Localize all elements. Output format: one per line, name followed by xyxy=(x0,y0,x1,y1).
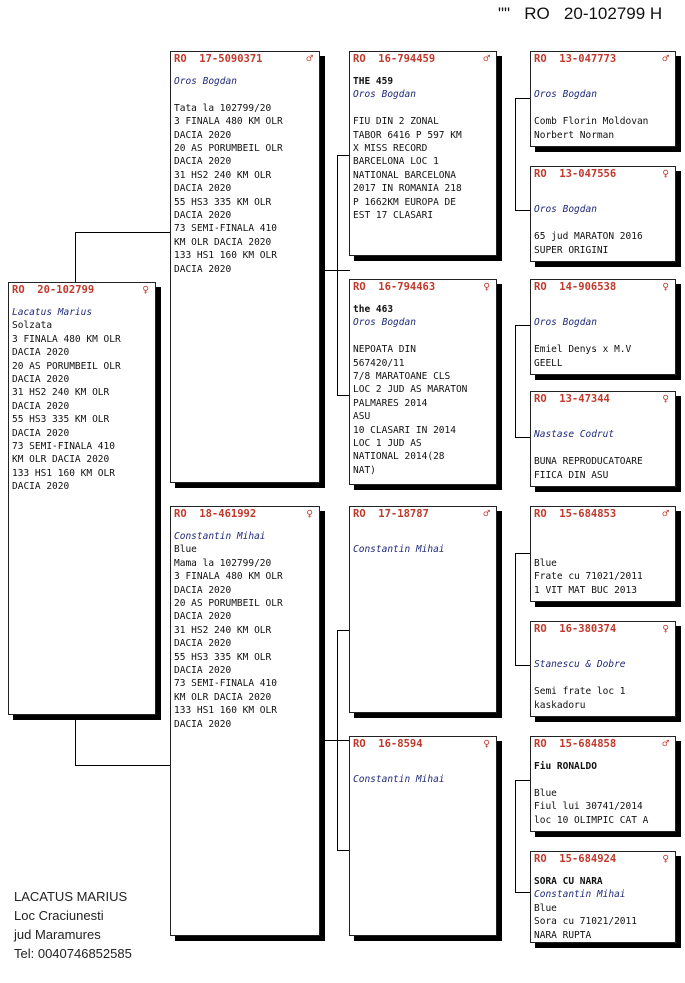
ring-number xyxy=(534,281,669,295)
sire-dam-dam-card[interactable] xyxy=(530,391,676,487)
connector-line xyxy=(515,325,530,326)
page-title: "" RO 20-102799 H xyxy=(498,4,663,23)
female-icon: ♀ xyxy=(662,622,669,635)
sire-sire-sire-card[interactable] xyxy=(530,51,676,147)
info-line: 3 FINALA 480 KM OLR xyxy=(174,116,283,128)
info-line: Mama la 102799/20 xyxy=(174,557,272,569)
info-line: 55 HS3 335 KM OLR xyxy=(174,196,272,208)
ring-number xyxy=(353,738,490,752)
info-line: KM OLR DACIA 2020 xyxy=(174,691,272,703)
connector-line xyxy=(75,232,76,282)
info-line: Blue xyxy=(534,557,557,569)
connector-line xyxy=(75,232,172,233)
sire-dam-sire-card[interactable] xyxy=(530,279,676,375)
bird-name: SORA CU NARA xyxy=(534,876,603,887)
ring-label: RO 18-461992 xyxy=(174,508,257,520)
connector-line xyxy=(75,765,172,766)
info-line xyxy=(353,530,493,543)
info-line: 20 AS PORUMBEIL OLR xyxy=(12,360,121,372)
male-icon: ♂ xyxy=(483,52,490,65)
info-line: Blue xyxy=(534,787,557,799)
dam-dam-dam-card[interactable] xyxy=(530,851,676,943)
breeder-name: Nastase Codrut xyxy=(534,429,615,441)
info-line xyxy=(534,190,672,203)
dam-dam-sire-card[interactable] xyxy=(530,736,676,832)
connector-line xyxy=(75,715,76,765)
info-line: Norbert Norman xyxy=(534,129,615,141)
info-line: 65 jud MARATON 2016 xyxy=(534,231,643,243)
ring-number xyxy=(174,53,313,67)
bird-details xyxy=(353,530,493,557)
breeder-name: Constantin Mihai xyxy=(353,544,445,556)
ring-label: RO 13-47344 xyxy=(534,393,610,405)
info-line: 55 HS3 335 KM OLR xyxy=(12,414,110,426)
bird-details xyxy=(534,645,672,712)
info-line: Blue xyxy=(174,544,197,556)
info-line: ASU xyxy=(353,411,371,423)
info-line: 10 CLASARI IN 2014 xyxy=(353,424,456,436)
info-line: DACIA 2020 xyxy=(174,584,232,596)
info-line: NATIONAL BARCELONA xyxy=(353,169,456,181)
sire-sire-dam-card[interactable] xyxy=(530,166,676,262)
sire-sire-card[interactable] xyxy=(349,51,497,256)
bird-details xyxy=(353,303,493,477)
breeder-name: Oros Bogdan xyxy=(353,317,416,329)
info-line: 73 SEMI-FINALA 410 xyxy=(12,441,115,453)
info-line: 133 HS1 160 KM OLR xyxy=(12,467,115,479)
ring-number xyxy=(353,53,490,67)
connector-line xyxy=(515,210,530,211)
ring-label: RO 15-684924 xyxy=(534,853,617,865)
dam-card[interactable] xyxy=(170,506,320,936)
info-line: 2017 IN ROMANIA 218 xyxy=(353,183,462,195)
connector-line xyxy=(515,437,530,438)
info-line xyxy=(353,102,493,115)
bird-details xyxy=(534,875,672,942)
info-line: 567420/11 xyxy=(353,357,405,369)
info-line xyxy=(534,330,672,343)
info-line xyxy=(534,773,672,786)
info-line: 133 HS1 160 KM OLR xyxy=(174,250,277,262)
info-line: 20 AS PORUMBEIL OLR xyxy=(174,598,283,610)
info-line xyxy=(534,217,672,230)
info-line: 31 HS2 240 KM OLR xyxy=(174,624,272,636)
info-line: 73 SEMI-FINALA 410 xyxy=(174,678,277,690)
ring-label: RO 16-380374 xyxy=(534,623,617,635)
info-line: 31 HS2 240 KM OLR xyxy=(174,169,272,181)
bird-name: Fiu RONALDO xyxy=(534,761,597,772)
connector-line xyxy=(515,892,530,893)
info-line: KM OLR DACIA 2020 xyxy=(12,454,110,466)
owner-county: jud Maramures xyxy=(14,927,101,942)
breeder-name: Oros Bogdan xyxy=(353,89,416,101)
bird-name: THE 459 xyxy=(353,76,394,87)
info-line xyxy=(534,645,672,658)
info-line xyxy=(534,102,672,115)
info-line: BUNA REPRODUCATOARE xyxy=(534,456,643,468)
info-line: Blue xyxy=(534,902,557,914)
owner-name: LACATUS MARIUS xyxy=(14,889,128,904)
info-line: DACIA 2020 xyxy=(12,400,70,412)
info-line: DACIA 2020 xyxy=(174,638,232,650)
bird-details xyxy=(534,75,672,142)
info-line: 73 SEMI-FINALA 410 xyxy=(174,223,277,235)
breeder-name: Constantin Mihai xyxy=(174,531,266,542)
ring-number xyxy=(353,281,490,295)
ring-number xyxy=(534,393,669,407)
female-icon: ♀ xyxy=(662,392,669,405)
breeder-name: Oros Bogdan xyxy=(534,317,597,329)
ring-number xyxy=(12,284,149,298)
connector-line xyxy=(515,780,516,892)
info-line: 133 HS1 160 KM OLR xyxy=(174,705,277,717)
connector-line xyxy=(515,553,530,554)
info-line xyxy=(534,442,672,455)
bird-details xyxy=(534,415,672,482)
female-icon: ♀ xyxy=(662,852,669,865)
connector-line xyxy=(515,325,516,437)
ring-label: RO 15-684853 xyxy=(534,508,617,520)
info-line xyxy=(353,330,493,343)
info-line: Emiel Denys x M.V xyxy=(534,344,632,356)
info-line: 7/8 MARATOANE CLS xyxy=(353,371,451,383)
info-line: 1 VIT MAT BUC 2013 xyxy=(534,584,637,596)
bird-details xyxy=(534,190,672,257)
ring-label: RO 13-047556 xyxy=(534,168,617,180)
info-line xyxy=(534,75,672,88)
owner-locality: Loc Craciunesti xyxy=(14,908,104,923)
female-icon: ♀ xyxy=(662,167,669,180)
info-line: NAT) xyxy=(353,464,376,476)
female-icon: ♀ xyxy=(483,737,490,750)
info-line: kaskadoru xyxy=(534,699,586,711)
info-line xyxy=(534,303,672,316)
info-line: 20 AS PORUMBEIL OLR xyxy=(174,143,283,155)
bird-details xyxy=(174,75,316,276)
info-line: DACIA 2020 xyxy=(174,156,232,168)
ring-number xyxy=(353,508,490,522)
info-line: PALMARES 2014 xyxy=(353,397,428,409)
info-line: Semi frate loc 1 xyxy=(534,686,626,698)
info-line xyxy=(534,530,672,543)
ring-number xyxy=(534,853,669,867)
dam-dam-card[interactable] xyxy=(349,736,497,936)
ring-label: RO 16-794459 xyxy=(353,53,436,65)
info-line: DACIA 2020 xyxy=(12,427,70,439)
info-line: NATIONAL 2014(28 xyxy=(353,451,445,463)
bird-name: the 463 xyxy=(353,304,394,315)
info-line: Sora cu 71021/2011 xyxy=(534,916,637,928)
info-line: DACIA 2020 xyxy=(174,129,232,141)
connector-line xyxy=(515,98,516,210)
bird-details xyxy=(534,530,672,597)
info-line: DACIA 2020 xyxy=(12,374,70,386)
male-icon: ♂ xyxy=(662,507,669,520)
info-line: DACIA 2020 xyxy=(174,611,232,623)
info-line xyxy=(353,760,493,773)
info-line: 3 FINALA 480 KM OLR xyxy=(12,333,121,345)
info-line: Comb Florin Moldovan xyxy=(534,116,649,128)
info-line: 3 FINALA 480 KM OLR xyxy=(174,571,283,583)
info-line: loc 10 OLIMPIC CAT A xyxy=(534,814,649,826)
info-line: FIU DIN 2 ZONAL xyxy=(353,116,439,128)
bird-details xyxy=(353,760,493,787)
connector-line xyxy=(515,553,516,665)
connector-line xyxy=(515,665,530,666)
info-line: DACIA 2020 xyxy=(12,347,70,359)
owner-phone: Tel: 0040746852585 xyxy=(14,946,132,961)
ring-number xyxy=(534,508,669,522)
breeder-name: Constantin Mihai xyxy=(534,889,626,901)
info-line: DACIA 2020 xyxy=(174,718,232,730)
info-line xyxy=(534,543,672,556)
info-line: TABOR 6416 P 597 KM xyxy=(353,129,462,141)
male-icon: ♂ xyxy=(662,737,669,750)
ring-label: RO 17-18787 xyxy=(353,508,429,520)
info-line: DACIA 2020 xyxy=(174,665,232,677)
breeder-name: Lacatus Marius xyxy=(12,307,93,318)
breeder-name: Oros Bogdan xyxy=(534,89,597,101)
info-line: Solzata xyxy=(12,320,53,332)
male-icon: ♂ xyxy=(483,507,490,520)
female-icon: ♀ xyxy=(142,283,149,296)
bird-details xyxy=(12,306,152,494)
info-line: 55 HS3 335 KM OLR xyxy=(174,651,272,663)
bird-details xyxy=(353,75,493,222)
info-line: DACIA 2020 xyxy=(174,183,232,195)
sire-dam-card[interactable] xyxy=(349,279,497,485)
bird-details xyxy=(534,303,672,370)
info-line: DACIA 2020 xyxy=(12,481,70,493)
connector-line xyxy=(337,630,338,850)
sire-card[interactable] xyxy=(170,51,320,483)
ring-label: RO 14-906538 xyxy=(534,281,617,293)
info-line: GEELL xyxy=(534,357,563,369)
dam-sire-sire-card[interactable] xyxy=(530,506,676,602)
info-line: NEPOATA DIN xyxy=(353,344,416,356)
ring-label: RO 15-684858 xyxy=(534,738,617,750)
info-line: Tata la 102799/20 xyxy=(174,102,272,114)
info-line: 31 HS2 240 KM OLR xyxy=(12,387,110,399)
ring-label: RO 13-047773 xyxy=(534,53,617,65)
info-line: Frate cu 71021/2011 xyxy=(534,571,643,583)
info-line xyxy=(534,672,672,685)
breeder-name: Oros Bogdan xyxy=(534,204,597,216)
ring-number xyxy=(534,53,669,67)
ring-number xyxy=(534,738,669,752)
info-line: P 1662KM EUROPA DE xyxy=(353,196,456,208)
connector-line xyxy=(515,98,530,99)
info-line: BARCELONA LOC 1 xyxy=(353,156,439,168)
female-icon: ♀ xyxy=(483,280,490,293)
connector-line xyxy=(320,740,350,741)
breeder-name: Stanescu & Dobre xyxy=(534,659,626,671)
female-icon: ♀ xyxy=(662,280,669,293)
bird-details xyxy=(534,760,672,827)
dam-sire-card[interactable] xyxy=(349,506,497,713)
ring-number xyxy=(534,168,669,182)
info-line: FIICA DIN ASU xyxy=(534,469,609,481)
info-line xyxy=(174,88,316,101)
main-bird-card[interactable] xyxy=(8,282,156,715)
info-line: DACIA 2020 xyxy=(174,210,232,222)
ring-number xyxy=(534,623,669,637)
breeder-name: Oros Bogdan xyxy=(174,76,237,87)
female-icon: ♀ xyxy=(306,507,313,520)
info-line: LOC 1 JUD AS xyxy=(353,438,422,450)
info-line: NARA RUPTA xyxy=(534,929,592,941)
owner-info xyxy=(14,887,132,963)
connector-line xyxy=(337,155,338,395)
info-line xyxy=(534,415,672,428)
bird-details xyxy=(174,530,316,731)
connector-line xyxy=(320,270,350,271)
ring-number xyxy=(174,508,313,522)
info-line: EST 17 CLASARI xyxy=(353,210,434,222)
info-line: DACIA 2020 xyxy=(174,263,232,275)
ring-label: RO 20-102799 xyxy=(12,284,95,296)
male-icon: ♂ xyxy=(306,52,313,65)
male-icon: ♂ xyxy=(662,52,669,65)
dam-sire-dam-card[interactable] xyxy=(530,621,676,717)
connector-line xyxy=(515,780,530,781)
info-line: Fiul lui 30741/2014 xyxy=(534,801,643,813)
info-line: X MISS RECORD xyxy=(353,143,428,155)
ring-label: RO 16-8594 xyxy=(353,738,423,750)
ring-label: RO 17-5090371 xyxy=(174,53,263,65)
ring-label: RO 16-794463 xyxy=(353,281,436,293)
info-line: SUPER ORIGINI xyxy=(534,244,609,256)
info-line: KM OLR DACIA 2020 xyxy=(174,236,272,248)
breeder-name: Constantin Mihai xyxy=(353,774,445,786)
info-line: LOC 2 JUD AS MARATON xyxy=(353,384,468,396)
